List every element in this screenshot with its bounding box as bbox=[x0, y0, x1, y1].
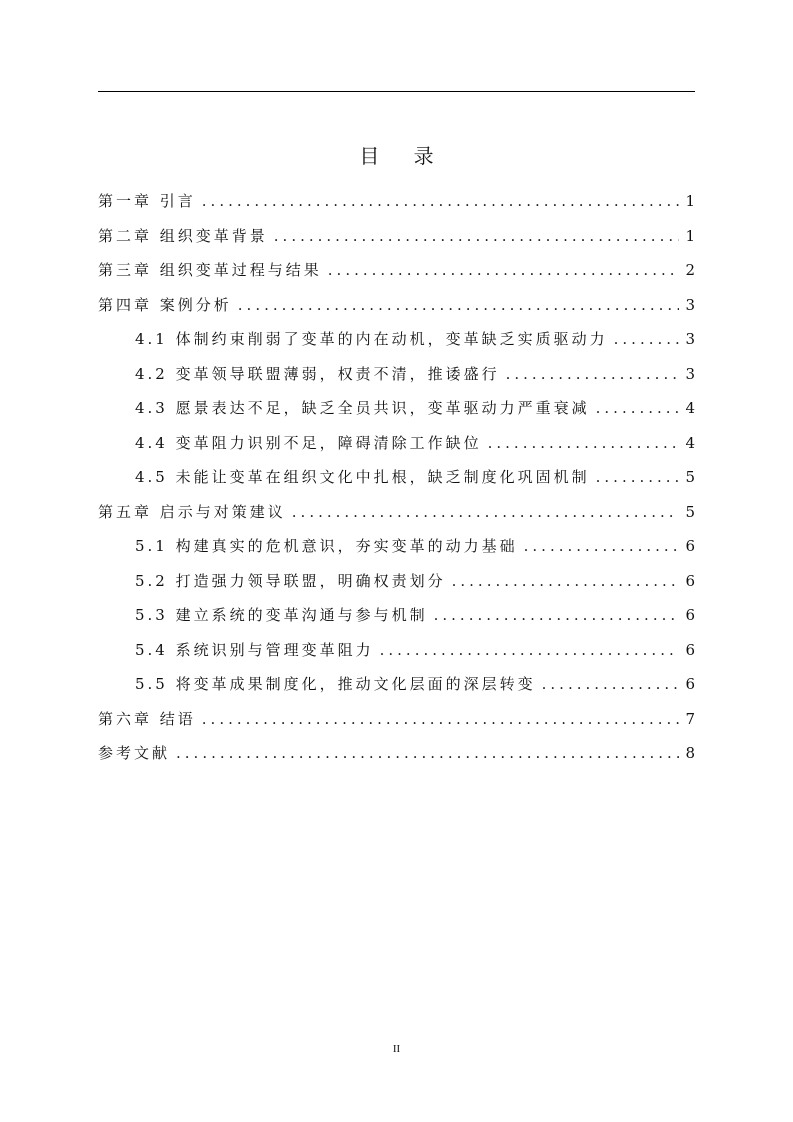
toc-dot-leader bbox=[488, 434, 680, 452]
toc-entry-label: 5.4 系统识别与管理变革阻力 bbox=[135, 640, 374, 659]
toc-dot-leader bbox=[274, 227, 680, 245]
toc-entry-chapter-6[interactable] bbox=[98, 708, 695, 743]
toc-dot-leader bbox=[542, 675, 680, 693]
toc-entry-page: 6 bbox=[685, 571, 695, 590]
toc-entry-label: 第五章 启示与对策建议 bbox=[98, 502, 286, 521]
page-footer-number: II bbox=[392, 1043, 401, 1055]
toc-dot-leader bbox=[524, 537, 680, 555]
toc-dot-leader bbox=[506, 365, 680, 383]
toc-entry-page: 5 bbox=[685, 502, 695, 521]
toc-entry-section-4-3[interactable] bbox=[98, 397, 695, 432]
toc-entry-page: 6 bbox=[685, 640, 695, 659]
toc-dot-leader bbox=[596, 468, 680, 486]
toc-entry-page: 6 bbox=[685, 606, 695, 624]
table-of-contents bbox=[98, 190, 695, 777]
toc-entry-section-4-1[interactable] bbox=[98, 328, 695, 363]
toc-dot-leader bbox=[380, 641, 680, 659]
toc-entry-page: 3 bbox=[685, 330, 695, 348]
toc-entry-label: 第一章 引言 bbox=[98, 192, 196, 210]
toc-entry-page: 5 bbox=[685, 468, 695, 486]
toc-entry-label: 4.4 变革阻力识别不足，障碍清除工作缺位 bbox=[135, 433, 482, 452]
toc-entry-label: 5.1 构建真实的危机意识，夯实变革的动力基础 bbox=[135, 537, 518, 555]
toc-entry-page: 1 bbox=[685, 226, 695, 245]
toc-dot-leader bbox=[238, 296, 680, 314]
toc-entry-label: 4.2 变革领导联盟薄弱，权责不清，推诿盛行 bbox=[135, 364, 500, 383]
toc-entry-page: 3 bbox=[685, 364, 695, 383]
toc-dot-leader bbox=[614, 330, 680, 348]
toc-entry-chapter-3[interactable] bbox=[98, 259, 695, 294]
toc-entry-page: 6 bbox=[685, 675, 695, 693]
toc-title: 目 录 bbox=[359, 144, 448, 168]
toc-entry-page: 1 bbox=[685, 192, 695, 210]
toc-entry-label: 第六章 结语 bbox=[98, 709, 196, 728]
toc-dot-leader bbox=[434, 606, 680, 624]
toc-entry-page: 2 bbox=[685, 261, 695, 279]
toc-dot-leader bbox=[202, 710, 680, 728]
toc-dot-leader bbox=[292, 503, 680, 521]
header-rule bbox=[98, 91, 695, 92]
toc-dot-leader bbox=[452, 572, 680, 590]
toc-entry-section-5-2[interactable] bbox=[98, 570, 695, 605]
toc-entry-label: 4.5 未能让变革在组织文化中扎根，缺乏制度化巩固机制 bbox=[135, 468, 590, 486]
toc-entry-section-5-1[interactable] bbox=[98, 535, 695, 570]
toc-entry-label: 4.3 愿景表达不足，缺乏全员共识，变革驱动力严重衰减 bbox=[135, 399, 590, 417]
toc-dot-leader bbox=[596, 399, 680, 417]
toc-entry-section-5-5[interactable] bbox=[98, 673, 695, 708]
toc-entry-section-4-2[interactable] bbox=[98, 363, 695, 398]
toc-entry-page: 7 bbox=[685, 709, 695, 728]
toc-dot-leader bbox=[176, 744, 679, 762]
toc-entry-label: 5.3 建立系统的变革沟通与参与机制 bbox=[135, 606, 428, 624]
toc-dot-leader bbox=[202, 192, 680, 210]
toc-entry-section-4-4[interactable] bbox=[98, 432, 695, 467]
toc-entry-label: 第二章 组织变革背景 bbox=[98, 226, 268, 245]
toc-dot-leader bbox=[328, 261, 680, 279]
toc-entry-label: 4.1 体制约束削弱了变革的内在动机，变革缺乏实质驱动力 bbox=[135, 330, 608, 348]
toc-entry-label: 第三章 组织变革过程与结果 bbox=[98, 261, 322, 279]
toc-entry-section-4-5[interactable] bbox=[98, 466, 695, 501]
toc-entry-label: 第四章 案例分析 bbox=[98, 295, 232, 314]
toc-entry-chapter-4[interactable] bbox=[98, 294, 695, 329]
toc-entry-page: 8 bbox=[685, 744, 695, 762]
toc-entry-chapter-2[interactable] bbox=[98, 225, 695, 260]
toc-entry-references[interactable] bbox=[98, 742, 695, 777]
toc-entry-label: 参考文献 bbox=[98, 744, 171, 762]
toc-entry-page: 4 bbox=[685, 433, 695, 452]
toc-entry-page: 3 bbox=[685, 295, 695, 314]
toc-entry-label: 5.5 将变革成果制度化，推动文化层面的深层转变 bbox=[135, 675, 536, 693]
toc-entry-page: 4 bbox=[685, 399, 695, 417]
toc-entry-label: 5.2 打造强力领导联盟，明确权责划分 bbox=[135, 571, 446, 590]
toc-entry-section-5-3[interactable] bbox=[98, 604, 695, 639]
toc-entry-page: 6 bbox=[685, 537, 695, 555]
toc-entry-chapter-1[interactable] bbox=[98, 190, 695, 225]
toc-entry-chapter-5[interactable] bbox=[98, 501, 695, 536]
toc-entry-section-5-4[interactable] bbox=[98, 639, 695, 674]
